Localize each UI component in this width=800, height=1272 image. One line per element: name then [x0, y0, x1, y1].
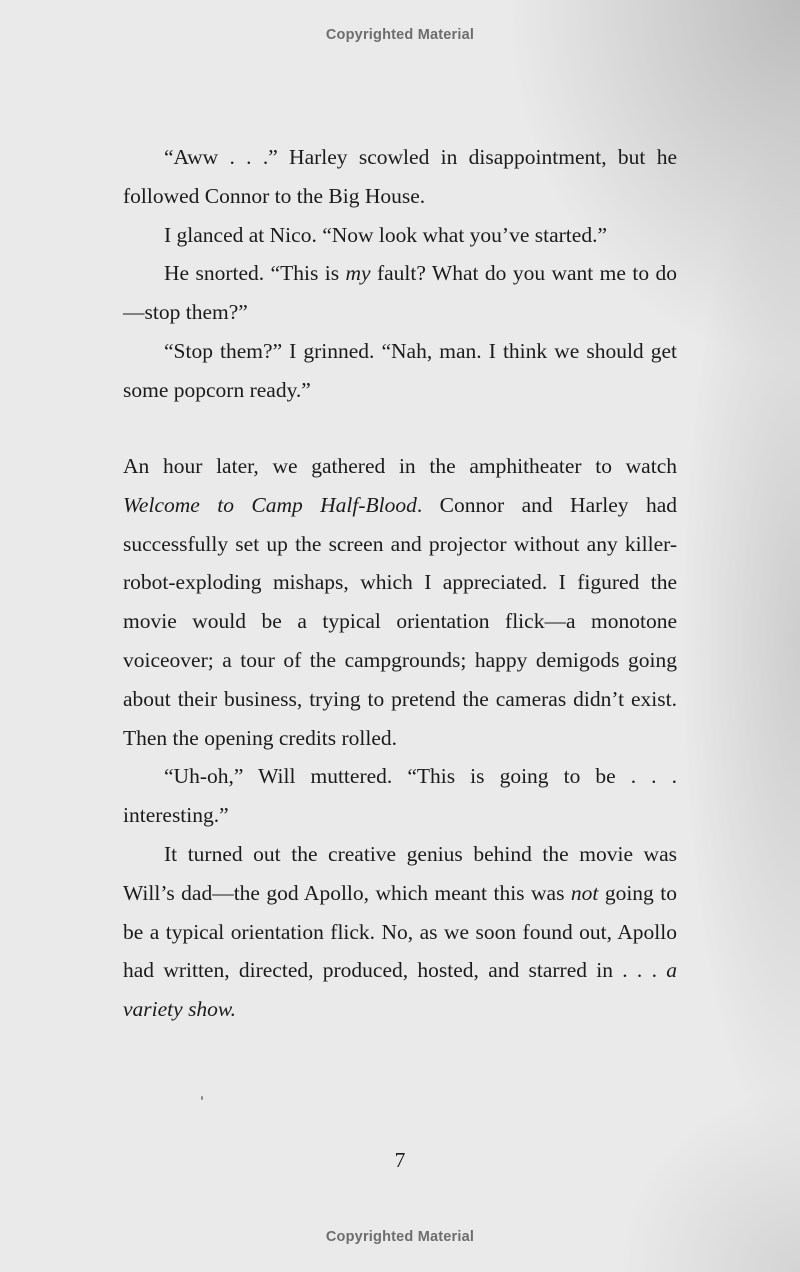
text-section-1 [123, 138, 677, 410]
ink-speck [201, 1096, 203, 1100]
copyright-notice-top: Copyrighted Material [325, 27, 475, 43]
text-run: It turned out the creative genius behind the movie was Will’s dad—the god Apollo, which meant this was [123, 841, 677, 905]
page-number: 7 [394, 1148, 406, 1172]
paragraph [123, 835, 677, 1029]
text-section-2 [123, 447, 677, 1029]
text-run: . Connor and Harley had successfully set up the screen and projector without any killer-robot-exploding mishaps, which I appreciated. I figured the movie would be a typical orientation flick—a monotone voiceover; a tour of the campgrounds; happy demigods going about their business, trying to pretend the cameras didn’t exist. Then the opening credits rolled. [123, 492, 677, 750]
paragraph [123, 254, 677, 332]
paragraph: “Aww . . .” Harley scowled in disappointment, but he followed Connor to the Big House. [123, 145, 677, 208]
copyright-notice-bottom: Copyrighted Material [325, 1229, 475, 1245]
italic-text: my [345, 261, 371, 286]
text-run: going to be a typical orientation flick. No, as we soon found out, Apollo had written, directed, produced, hosted, and starred in . . . [123, 880, 677, 983]
text-run: An hour later, we gathered in the amphitheater to watch [123, 454, 677, 478]
italic-title: Welcome to Camp Half-Blood [123, 492, 417, 517]
text-run: fault? What do you want me to do—stop them?” [123, 261, 677, 325]
paragraph: I glanced at Nico. “Now look what you’ve started.” [164, 222, 607, 247]
paragraph: “Stop them?” I grinned. “Nah, man. I think we should get some popcorn ready.” [123, 338, 677, 402]
paragraph: “Uh-oh,” Will muttered. “This is going to be . . . interesting.” [123, 764, 677, 828]
paragraph [123, 447, 677, 757]
text-run: He snorted. “This is [164, 261, 346, 286]
italic-text: a variety show. [123, 958, 677, 1022]
italic-text: not [570, 880, 599, 905]
